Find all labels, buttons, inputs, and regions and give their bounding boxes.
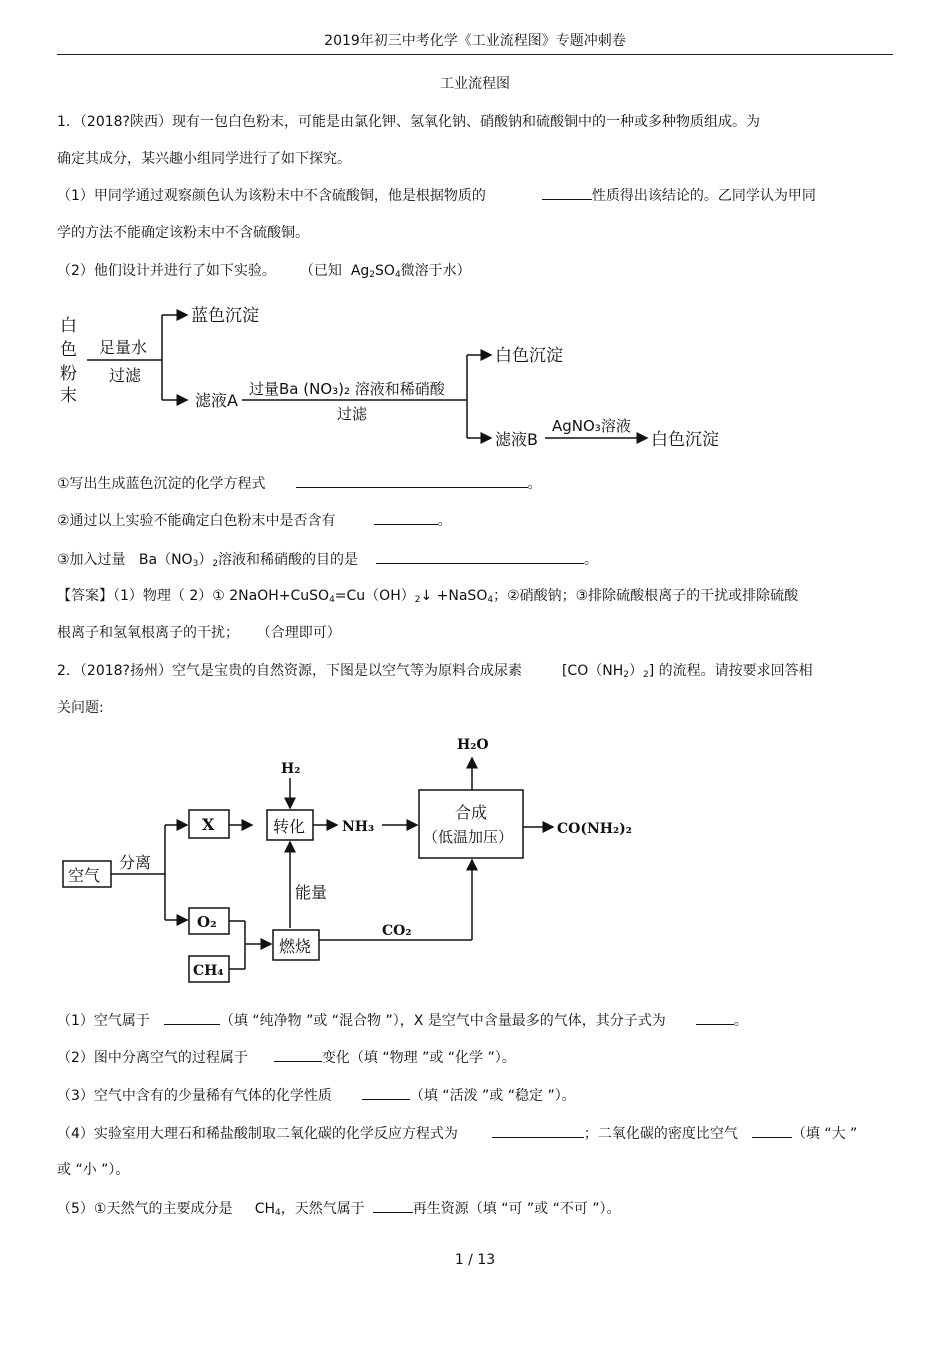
experiment-flow-diagram [57, 295, 757, 465]
label-h2o: H₂O [457, 737, 489, 753]
label-white-precipitate-1: 白色沉淀 [495, 346, 563, 366]
label-ch4: CH₄ [193, 963, 224, 979]
q2-part3: （3）空气中含有的少量稀有气体的化学性质 （填 “活泼 ”或 “稳定 ”）。 [57, 1088, 576, 1104]
answer-blank[interactable] [362, 1086, 410, 1100]
q2-line-2: 关问题: [57, 700, 104, 716]
q1-part1: （1）甲同学通过观察颜色认为该粉末中不含硫酸铜，他是根据物质的 性质得出该结论的。乙同学认为甲同 [57, 188, 816, 204]
answer-blank[interactable] [542, 186, 592, 200]
q1-sub-2: ②通过以上实验不能确定白色粉末中是否含有 。 [57, 513, 452, 529]
q2-part2: （2）图中分离空气的过程属于 变化（填 “物理 ”或 “化学 ”）。 [57, 1050, 516, 1066]
label-white-precipitate-2: 白色沉淀 [651, 430, 719, 450]
label-o2: O₂ [197, 913, 217, 931]
q2-part4-cont: 或 “小 ”）。 [57, 1162, 130, 1178]
label-filtrate-b: 滤液B [495, 430, 538, 449]
label-water: 足量水 [99, 338, 148, 357]
answer-blank[interactable] [374, 511, 438, 525]
q1-line-2: 确定其成分，某兴趣小组同学进行了如下探究。 [57, 151, 351, 167]
q1-answer-2: 根离子和氢氧根离子的干扰； （合理即可） [57, 625, 341, 641]
label-urea: CO(NH₂)₂ [557, 821, 632, 837]
white-powder-char: 色 [60, 340, 77, 360]
white-powder-char: 白 [60, 316, 77, 336]
box-synthesis [419, 790, 523, 858]
label-filtrate-a: 滤液A [195, 391, 238, 410]
label-convert: 转化 [273, 817, 306, 836]
answer-blank[interactable] [376, 550, 584, 564]
q2-part4: （4）实验室用大理石和稀盐酸制取二氧化碳的化学反应方程式为 ；二氧化碳的密度比空气 （填 “大 ” [57, 1126, 858, 1142]
label-agno3: AgNO₃溶液 [552, 417, 631, 435]
label-co2: CO₂ [382, 923, 412, 939]
label-filter: 过滤 [109, 366, 142, 385]
q1-part2: （2）他们设计并进行了如下实验。 （已知 $Ag_2SO_4$微溶于水） [57, 263, 471, 280]
white-powder-char: 粉 [60, 364, 77, 384]
label-nh3: NH₃ [342, 819, 375, 835]
answer-blank[interactable] [492, 1124, 584, 1138]
page-number: 1 / 13 [454, 1252, 496, 1268]
label-h2: H₂ [281, 761, 301, 777]
answer-blank[interactable] [164, 1011, 220, 1025]
q1-line-4: 学的方法不能确定该粉末中不含硫酸铜。 [57, 225, 309, 241]
label-reagent: 过量Ba (NO₃)₂ 溶液和稀硝酸 [249, 380, 445, 398]
label-blue-precipitate: 蓝色沉淀 [191, 306, 259, 326]
answer-blank[interactable] [373, 1199, 413, 1213]
q1-line-1: 1．（2018?陕西）现有一包白色粉末，可能是由氯化钾、氢氧化钠、硝酸钠和硫酸铜中的一种或多种物质组成。为 [57, 114, 760, 130]
label-filter-2: 过滤 [337, 405, 368, 423]
section-title: 工业流程图 [440, 76, 510, 92]
label-energy: 能量 [295, 883, 328, 902]
answer-blank[interactable] [296, 474, 528, 488]
q2-line-1: 2．（2018?扬州）空气是宝贵的自然资源，下图是以空气等为原料合成尿素 $[CO(NH_2)_2]$ 的流程。请按要求回答相 [57, 663, 813, 680]
answer-blank[interactable] [696, 1011, 734, 1025]
urea-synthesis-diagram [57, 728, 657, 993]
label-synthesis-condition: （低温加压） [423, 828, 514, 846]
white-powder-char: 末 [60, 386, 77, 406]
answer-blank[interactable] [274, 1048, 322, 1062]
label-separate: 分离 [119, 853, 152, 872]
q1-sub-1: ①写出生成蓝色沉淀的化学方程式 。 [57, 476, 542, 492]
header-divider [57, 54, 893, 55]
q2-part5: （5）①天然气的主要成分是 $CH_4$，天然气属于 再生资源（填 “可 ”或 “不可 ”）。 [57, 1201, 621, 1218]
answer-blank[interactable] [752, 1124, 792, 1138]
q2-part1: （1）空气属于 （填 “纯净物 ”或 “混合物 ”），X 是空气中含量最多的气体，其分子式为 。 [57, 1013, 748, 1029]
label-synthesis: 合成 [455, 803, 488, 822]
q1-answer-1: 【答案】（1）物理（ 2）① $2NaOH+CuSO_4=Cu(OH)_2↓$ +NaSO$_4$；②硝酸钠；③排除硫酸根离子的干扰或排除硫酸 [57, 588, 799, 605]
label-x: X [202, 815, 215, 834]
q1-sub-3: ③加入过量 $Ba(NO_3)_2$溶液和稀硝酸的目的是 。 [57, 552, 599, 569]
label-air: 空气 [68, 866, 101, 885]
page-header: 2019年初三中考化学《工业流程图》专题冲刺卷 [324, 33, 626, 49]
label-burn: 燃烧 [279, 937, 312, 956]
